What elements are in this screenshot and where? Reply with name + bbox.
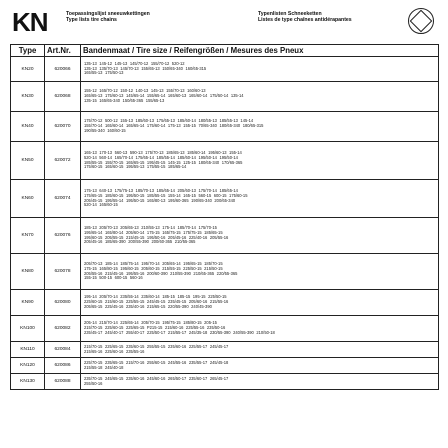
row-type: KN120 (11, 358, 45, 374)
row-art-number: 620066 (45, 57, 81, 82)
header-caption-fr: Listes de type chaînes antidérapantes (258, 17, 352, 24)
header-right-captions (258, 11, 352, 24)
document-header (10, 8, 438, 38)
column-header-art: Art.Nr. (45, 45, 81, 57)
tire-size-line: 185-13 205/70-13 205/65-13 210/55-13 175-14 185/70-14 175/70-15 (84, 224, 217, 230)
tire-size-line: 215/70-15 225/60-15 225/65-15 P215-15 215/60-16 225/55-16 235/50-16 (84, 325, 226, 331)
row-tire-sizes (81, 290, 439, 316)
tire-size-table (10, 44, 439, 390)
row-type: KN90 (11, 290, 45, 316)
tire-size-line: 155-12 165/70-12 150-12 140-13 145-13 155/70-13 160/60-13 (84, 88, 206, 94)
tire-size-line: 205-14 215/70-14 225/65-14 205/70-15 195/75-15 185/80-15 205-15 (84, 320, 217, 326)
tire-size-line: 205/45-15 195/55-14 195/50-15 165/80-13 195/60-365 190/65-340 200/65-340 (84, 197, 236, 203)
table-header-row (11, 45, 439, 57)
tire-size-line: 195-14 205/70-14 235/55-14 235/60-14 185-15 185-15 195-15 225/50-15 (84, 294, 227, 300)
tire-size-line: 175/70-12 500-12 155-13 185/60-13 175/65-13 185/60-14 180/55-13 185/55-13 145-14 (84, 118, 254, 124)
tire-size-line: 155-15 500-15 600-15 560-16 (84, 275, 143, 281)
row-art-number: 620070 (45, 112, 81, 142)
tire-size-line: 175/60-15 165/60-15 195/55-13 175/55-15 185/65-14 (84, 164, 187, 170)
tire-size-line: 235/45-17 245/40-17 255/40-17 225/50-17 215/55-17 245/35-18 230/55-390 240/55-390 210/50-18 (84, 329, 275, 335)
table-row (11, 316, 439, 342)
badge-diamond (410, 10, 433, 33)
tire-size-line: 165-13 170-13 560-13 590-13 175/70-13 185/65-13 185/60-14 195/60-13 155-14 (84, 149, 242, 155)
row-type: KN110 (11, 342, 45, 358)
tire-size-line: 190/55-340 160/60-15 (84, 127, 126, 133)
row-tire-sizes (81, 218, 439, 254)
table-row (11, 82, 439, 112)
row-type: KN30 (11, 82, 45, 112)
header-caption-de: Typenlisten Schneeketten (258, 11, 322, 17)
table-row (11, 142, 439, 180)
row-art-number: 620086 (45, 358, 81, 374)
tire-size-line: 215/65-16 225/60-16 235/55-16 (84, 348, 145, 354)
tire-size-line: 215/70-15 225/65-15 235/60-15 255/55-15 235/60-16 225/55-17 245/45-17 (84, 343, 229, 349)
tire-size-line: 165/55-13 175/50-13 (84, 70, 124, 76)
row-tire-sizes (81, 57, 439, 82)
row-tire-sizes (81, 142, 439, 180)
tire-size-line: 175-15 165/80-15 195/60-15 205/60-15 215/55-15 225/50-15 215/50-15 (84, 265, 223, 271)
row-type: KN80 (11, 254, 45, 290)
tire-size-line: 205/45-16 185/65-390 200/55-390 200/60-365 210/55-365 (84, 239, 196, 245)
tire-size-line: 135-15 165/65-340 150/65-365 155/65-13 (84, 97, 165, 103)
tire-size-line: 225/70-15 235/65-15 215/70-16 255/60-15 245/55-16 235/55-17 245/45-18 (84, 359, 229, 365)
header-left-captions (66, 11, 150, 24)
tire-size-line: 175/65-15 185/60-15 195/50-15 185/55-15 155-14 165-15 560-15 600-15 175/60-15 (84, 192, 248, 198)
tire-size-line: 135-13 145-12 145-13 145/70-12 155/70-12 520-12 (84, 60, 185, 66)
tire-size-line: 205/70-13 185-14 185/75-14 195/70-14 205/65-14 195/65-15 185/70-15 (84, 260, 223, 266)
table-row (11, 358, 439, 374)
tire-size-line: 225/60-15 215/60-15 225/55-15 245/45-15 235/45-15 205/60-16 215/55-16 (84, 299, 229, 305)
row-tire-sizes (81, 254, 439, 290)
row-art-number: 620082 (45, 316, 81, 342)
row-type: KN100 (11, 316, 45, 342)
tire-size-line: 255/50-16 (84, 380, 103, 386)
row-art-number: 620080 (45, 290, 81, 316)
tire-size-line: 175-13 640-13 175/75-13 185/70-13 185/65-14 205/60-13 175/70-14 185/65-14 (84, 187, 238, 193)
row-art-number: 620068 (45, 82, 81, 112)
row-tire-sizes (81, 374, 439, 390)
tire-size-line: 215/55-18 245/40-18 (84, 364, 124, 370)
tire-size-line: 135-13 135/70-13 145/70-13 155/65-13 150/65-340 160/65-315 (84, 65, 207, 71)
column-header-type: Type (11, 45, 45, 57)
row-art-number: 620084 (45, 342, 81, 358)
header-caption-nl: Toepassingslijst sneeuwkettingen (66, 11, 150, 17)
row-type: KN130 (11, 374, 45, 390)
row-art-number: 620088 (45, 374, 81, 390)
table-row (11, 342, 439, 358)
row-tire-sizes (81, 112, 439, 142)
tire-size-line: 520-14 165/60-15 (84, 202, 118, 208)
row-type: KN70 (11, 218, 45, 254)
table-row (11, 180, 439, 218)
table-row (11, 374, 439, 390)
table-row (11, 254, 439, 290)
row-type: KN50 (11, 142, 45, 180)
table-row (11, 112, 439, 142)
tire-size-line: 165/65-13 175/60-13 145/65-14 155/65-14 165/60-13 165/60-14 175/50-14 135-14 (84, 93, 244, 99)
row-tire-sizes (81, 180, 439, 218)
row-tire-sizes (81, 316, 439, 342)
tire-size-line: 155/70-14 165/60-14 165/65-14 175/60-14 175-13 155-15 70/65-340 180/65-340 180/65-315 (84, 123, 264, 129)
brand-title: KN (12, 7, 48, 37)
tire-size-line: 195/65-14 165/80-14 205/60-14 175-15 165/75-15 175/75-15 185/65-15 (84, 229, 223, 235)
table-row (11, 57, 439, 82)
header-caption-en: Type lists tire chains (66, 17, 117, 24)
column-header-sizes: Bandenmaat / Tire size / Reifengrößen / Mesures des Pneux (81, 45, 439, 57)
tire-size-line: 195/60-15 205/55-15 215/45-15 195/50-16 205/45-16 225/40-16 205/55-16 (84, 234, 229, 240)
row-type: KN60 (11, 180, 45, 218)
row-art-number: 620076 (45, 218, 81, 254)
row-art-number: 620072 (45, 142, 81, 180)
row-tire-sizes (81, 342, 439, 358)
tire-size-line: 235/70-15 245/65-15 235/60-16 245/60-16 265/50-17 235/60-17 265/45-17 (84, 375, 229, 381)
row-type: KN40 (11, 112, 45, 142)
row-art-number: 620074 (45, 180, 81, 218)
tire-size-line: 205/65-15 225/45-16 235/40-16 215/65-15 220/55-390 240/45-390 (84, 303, 212, 309)
tire-size-line: 185/55-15 155/70-15 165/65-15 195/45-15 145-15 125-15 180/65-340 170/65-365 (84, 159, 243, 165)
row-tire-sizes (81, 358, 439, 374)
table-row (11, 290, 439, 316)
tire-size-line: 205/55-16 215/45-16 195/55-16 200/60-390 210/55-390 210/65-365 220/55-365 (84, 270, 238, 276)
row-tire-sizes (81, 82, 439, 112)
table-row (11, 218, 439, 254)
row-art-number: 620078 (45, 254, 81, 290)
tire-size-line: 520-14 560-14 165/70-14 175/65-14 185/55-14 185/60-14 195/50-14 195/50-14 (84, 154, 238, 160)
snowflake-badge-icon (408, 8, 434, 34)
row-type: KN20 (11, 57, 45, 82)
